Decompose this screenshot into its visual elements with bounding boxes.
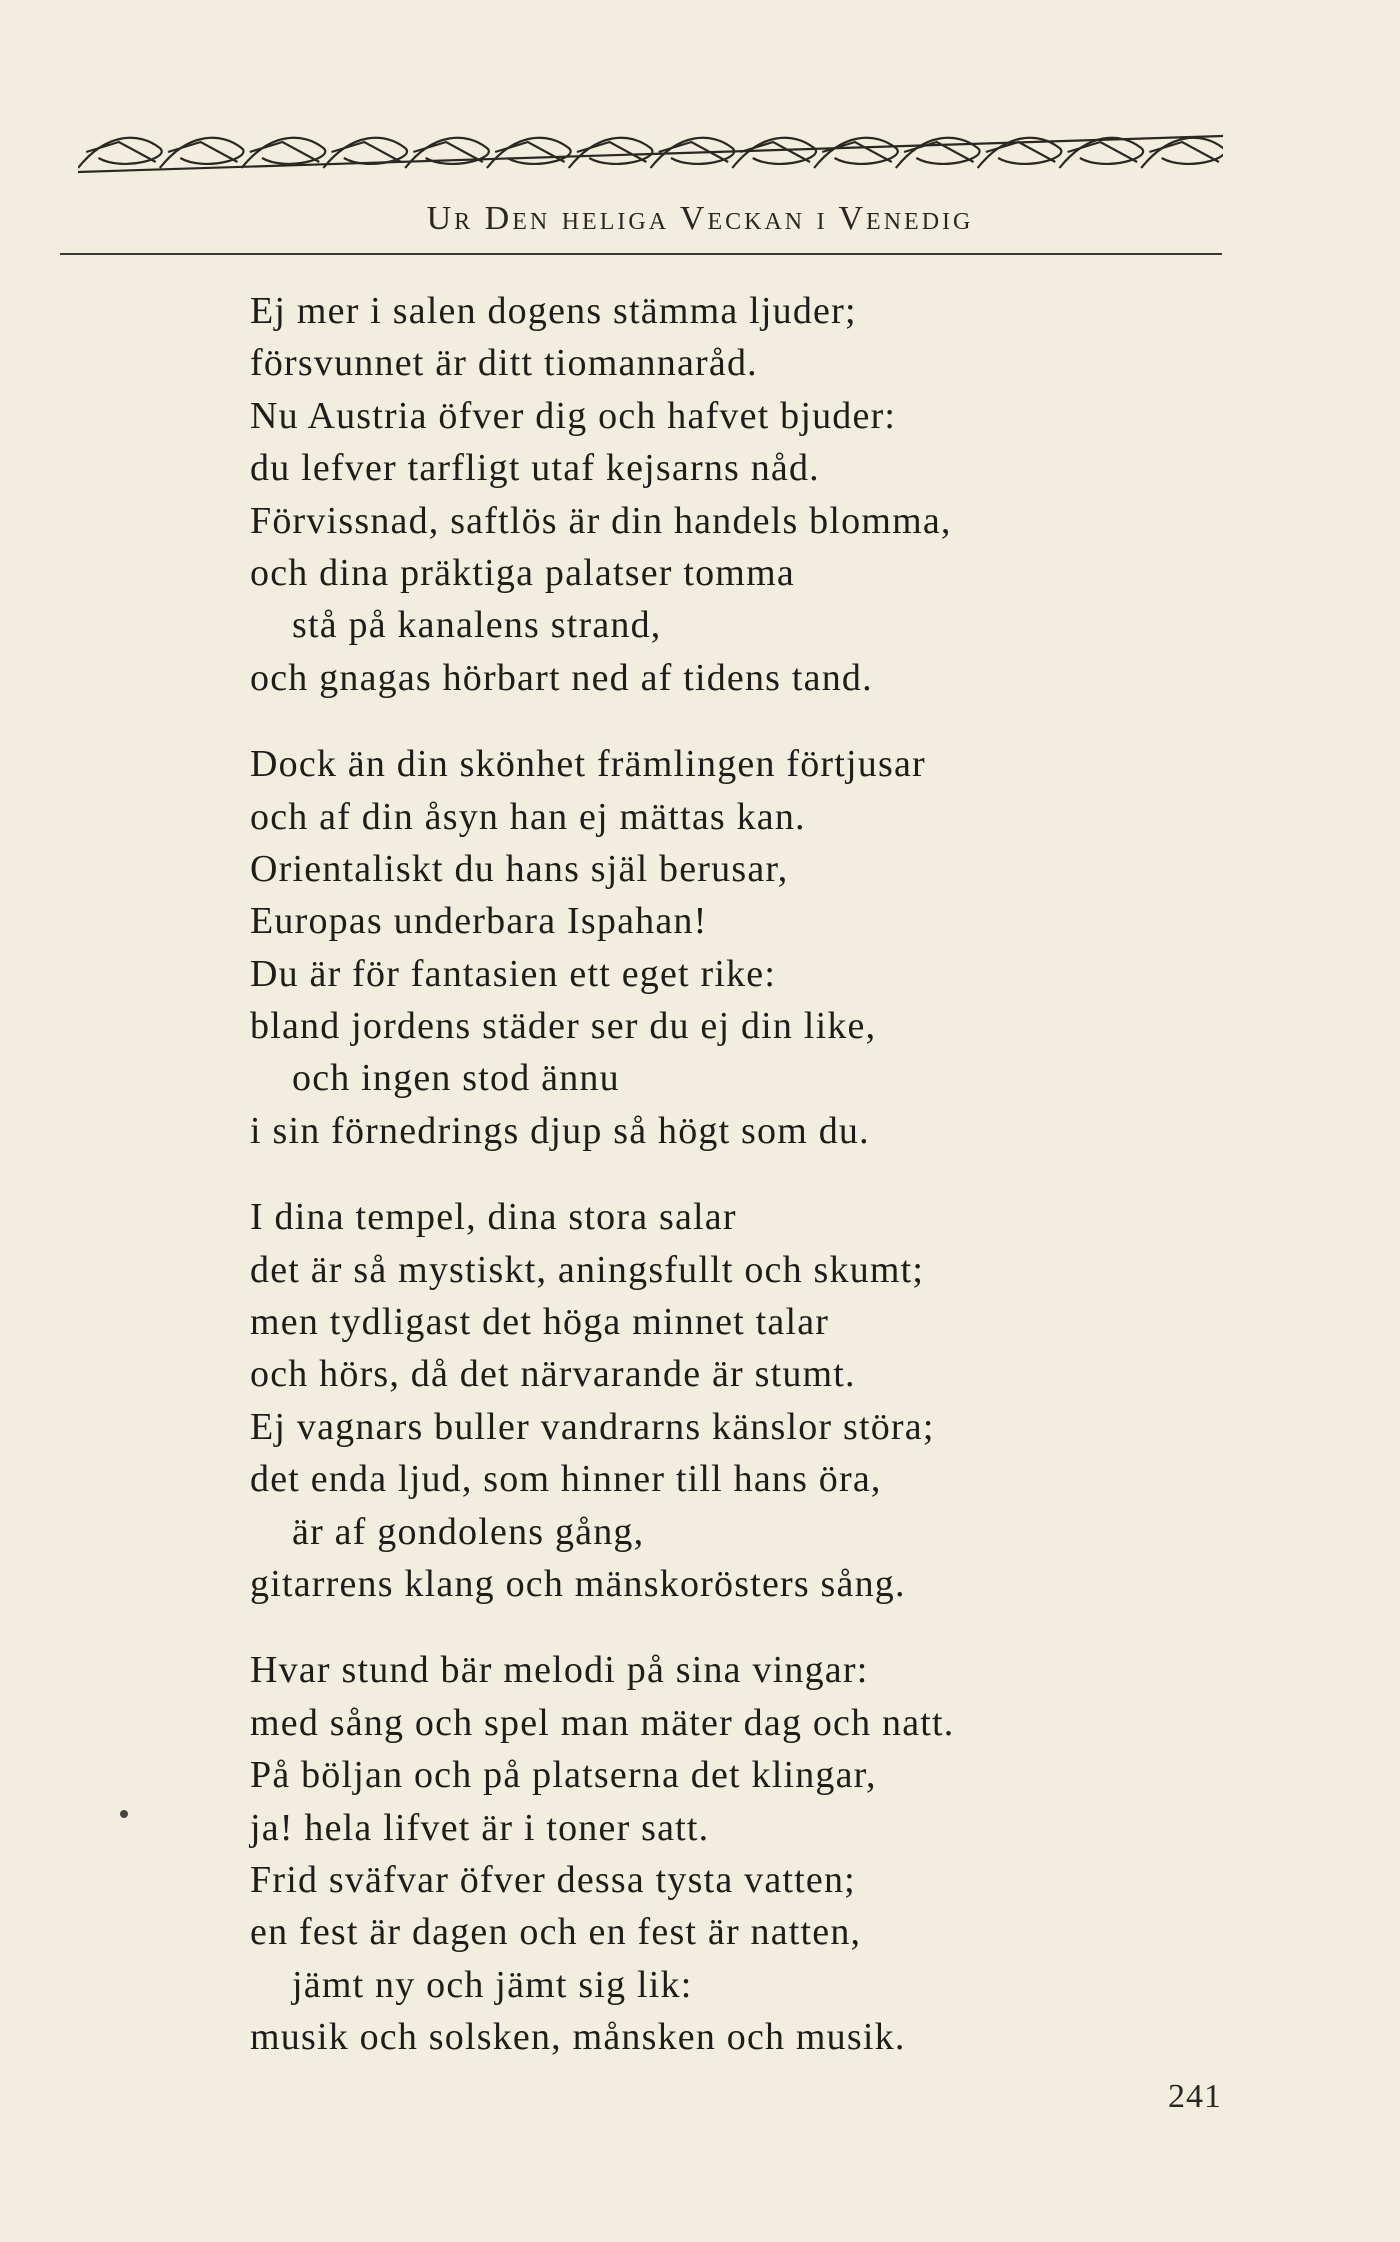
poem-line: stå på kanalens strand, xyxy=(292,604,662,647)
poem-line: ja! hela lifvet är i toner satt. xyxy=(250,1806,710,1849)
poem-line: är af gondolens gång, xyxy=(292,1510,645,1553)
poem-line: Ej vagnars buller vandrarns känslor störa; xyxy=(250,1405,935,1448)
poem-line: Frid sväfvar öfver dessa tysta vatten; xyxy=(250,1858,856,1901)
poem-line: du lefver tarfligt utaf kejsarns nåd. xyxy=(250,447,820,490)
poem-line: Orientaliskt du hans själ berusar, xyxy=(250,847,789,890)
stanza xyxy=(250,285,1200,704)
poem-line: Ej mer i salen dogens stämma ljuder; xyxy=(250,290,857,332)
poem-line: det är så mystiskt, aningsfullt och skumt; xyxy=(250,1248,925,1291)
poem-line: försvunnet är ditt tiomannaråd. xyxy=(250,342,758,385)
poem-body xyxy=(250,285,1200,2098)
poem-line: På böljan och på platserna det klingar, xyxy=(250,1754,877,1797)
poem-line: i sin förnedrings djup så högt som du. xyxy=(250,1109,870,1152)
poem-line: med sång och spel man mäter dag och natt. xyxy=(250,1701,955,1744)
poem-line: Europas underbara Ispahan! xyxy=(250,900,708,943)
poem-line: Du är för fantasien ett eget rike: xyxy=(250,952,777,995)
poem-line: Hvar stund bär melodi på sina vingar: xyxy=(250,1649,869,1692)
stanza xyxy=(250,1191,1200,1610)
poem-line: en fest är dagen och en fest är natten, xyxy=(250,1911,862,1954)
stanza xyxy=(250,738,1200,1157)
poem-line: och ingen stod ännu xyxy=(292,1057,620,1100)
poem-line: och gnagas hörbart ned af tidens tand. xyxy=(250,656,873,699)
poem-line: och hörs, då det närvarande är stumt. xyxy=(250,1353,856,1396)
poem-line: det enda ljud, som hinner till hans öra, xyxy=(250,1458,882,1501)
poem-line: musik och solsken, månsken och musik. xyxy=(250,2016,906,2059)
poem-line: gitarrens klang och mänskorösters sång. xyxy=(250,1562,906,1605)
poem-line: men tydligast det höga minnet talar xyxy=(250,1301,830,1344)
margin-dot xyxy=(120,1810,128,1818)
poem-line: I dina tempel, dina stora salar xyxy=(250,1196,737,1239)
poem-line: jämt ny och jämt sig lik: xyxy=(292,1963,693,2006)
poem-line: Förvissnad, saftlös är din handels blomma, xyxy=(250,499,952,542)
poem-line: bland jordens städer ser du ej din like, xyxy=(250,1005,877,1048)
stanza xyxy=(250,1644,1200,2063)
decorative-header-ornament xyxy=(78,128,1223,176)
poem-line: Dock än din skönhet främlingen förtjusar xyxy=(250,743,926,786)
page-number: 241 xyxy=(1168,2078,1222,2115)
header-rule xyxy=(60,253,1222,255)
poem-line: och af din åsyn han ej mättas kan. xyxy=(250,795,806,838)
poem-line: och dina präktiga palatser tomma xyxy=(250,551,795,594)
poem-line: Nu Austria öfver dig och hafvet bjuder: xyxy=(250,394,897,437)
running-title: Ur Den heliga Veckan i Venedig xyxy=(426,200,974,237)
